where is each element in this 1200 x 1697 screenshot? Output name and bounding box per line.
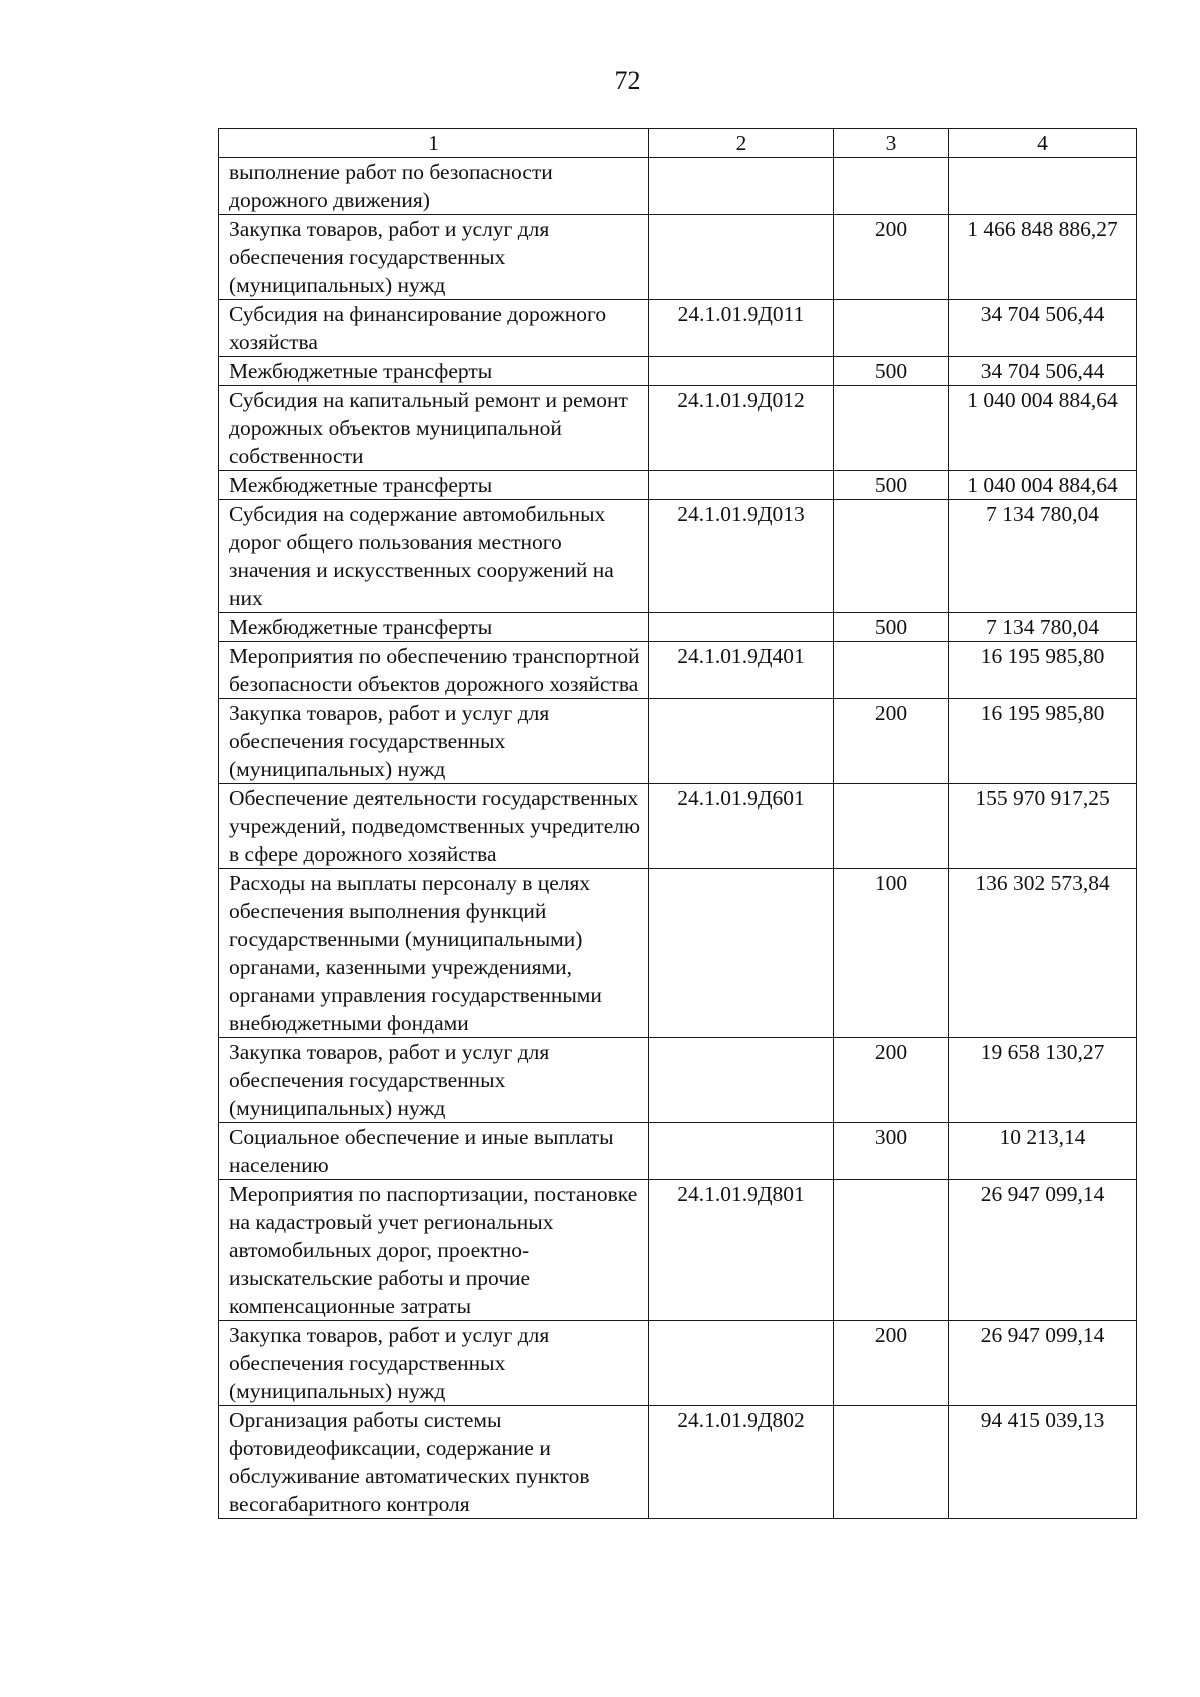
table-body: [219, 158, 1137, 1519]
target-code: [649, 1038, 834, 1123]
target-code: [649, 699, 834, 784]
expense-type: [834, 1180, 949, 1321]
target-code: 24.1.01.9Д013: [649, 500, 834, 613]
table-row: [219, 357, 1137, 386]
item-name: Расходы на выплаты персоналу в целях обеспечения выполнения функций государственными (муниципальными) органами, казенными учреждениями, органами управления государственными внебюджетными фондами: [219, 869, 649, 1038]
expense-type: [834, 1406, 949, 1519]
amount: 26 947 099,14: [949, 1321, 1137, 1406]
expense-type: 200: [834, 215, 949, 300]
item-name: Межбюджетные трансферты: [219, 357, 649, 386]
item-name: выполнение работ по безопасности дорожного движения): [219, 158, 649, 215]
item-name: Социальное обеспечение и иные выплаты населению: [219, 1123, 649, 1180]
amount: 136 302 573,84: [949, 869, 1137, 1038]
table-row: [219, 500, 1137, 613]
table-row: [219, 784, 1137, 869]
expense-type: 200: [834, 699, 949, 784]
table-row: [219, 869, 1137, 1038]
table-row: [219, 471, 1137, 500]
header-col-4: 4: [949, 129, 1137, 158]
target-code: [649, 613, 834, 642]
expense-type: 200: [834, 1321, 949, 1406]
amount: 7 134 780,04: [949, 500, 1137, 613]
table-row: [219, 613, 1137, 642]
item-name: Закупка товаров, работ и услуг для обеспечения государственных (муниципальных) нужд: [219, 699, 649, 784]
item-name: Межбюджетные трансферты: [219, 471, 649, 500]
expense-type: [834, 300, 949, 357]
item-name: Обеспечение деятельности государственных учреждений, подведомственных учредителю в сфере дорожного хозяйства: [219, 784, 649, 869]
expense-type: 500: [834, 613, 949, 642]
table-row: [219, 1180, 1137, 1321]
table-row: [219, 699, 1137, 784]
amount: 1 466 848 886,27: [949, 215, 1137, 300]
target-code: [649, 869, 834, 1038]
item-name: Мероприятия по обеспечению транспортной безопасности объектов дорожного хозяйства: [219, 642, 649, 699]
table-row: [219, 1123, 1137, 1180]
target-code: [649, 1321, 834, 1406]
table-row: [219, 642, 1137, 699]
amount: 34 704 506,44: [949, 357, 1137, 386]
budget-table: [218, 128, 1137, 1519]
amount: 10 213,14: [949, 1123, 1137, 1180]
target-code: [649, 357, 834, 386]
amount: 26 947 099,14: [949, 1180, 1137, 1321]
expense-type: [834, 642, 949, 699]
table-row: [219, 300, 1137, 357]
target-code: 24.1.01.9Д801: [649, 1180, 834, 1321]
target-code: [649, 158, 834, 215]
target-code: [649, 471, 834, 500]
amount: 7 134 780,04: [949, 613, 1137, 642]
amount: 16 195 985,80: [949, 699, 1137, 784]
header-col-2: 2: [649, 129, 834, 158]
item-name: Закупка товаров, работ и услуг для обеспечения государственных (муниципальных) нужд: [219, 215, 649, 300]
header-col-1: 1: [219, 129, 649, 158]
table-row: [219, 1406, 1137, 1519]
expense-type: [834, 158, 949, 215]
expense-type: [834, 386, 949, 471]
amount: 16 195 985,80: [949, 642, 1137, 699]
expense-type: 500: [834, 471, 949, 500]
table-row: [219, 386, 1137, 471]
target-code: 24.1.01.9Д401: [649, 642, 834, 699]
amount: 155 970 917,25: [949, 784, 1137, 869]
expense-type: 100: [834, 869, 949, 1038]
item-name: Субсидия на содержание автомобильных дорог общего пользования местного значения и искусственных сооружений на них: [219, 500, 649, 613]
expense-type: [834, 784, 949, 869]
amount: 94 415 039,13: [949, 1406, 1137, 1519]
target-code: [649, 215, 834, 300]
amount: 19 658 130,27: [949, 1038, 1137, 1123]
table-row: [219, 1321, 1137, 1406]
target-code: 24.1.01.9Д601: [649, 784, 834, 869]
item-name: Межбюджетные трансферты: [219, 613, 649, 642]
amount: 34 704 506,44: [949, 300, 1137, 357]
item-name: Мероприятия по паспортизации, постановке на кадастровый учет региональных автомобильных дорог, проектно-изыскательские работы и прочие компенсационные затраты: [219, 1180, 649, 1321]
amount: 1 040 004 884,64: [949, 386, 1137, 471]
expense-type: 300: [834, 1123, 949, 1180]
table-row: [219, 158, 1137, 215]
target-code: [649, 1123, 834, 1180]
target-code: 24.1.01.9Д011: [649, 300, 834, 357]
header-col-3: 3: [834, 129, 949, 158]
item-name: Организация работы системы фотовидеофиксации, содержание и обслуживание автоматических пунктов весогабаритного контроля: [219, 1406, 649, 1519]
expense-type: 500: [834, 357, 949, 386]
target-code: 24.1.01.9Д012: [649, 386, 834, 471]
item-name: Субсидия на финансирование дорожного хозяйства: [219, 300, 649, 357]
expense-type: 200: [834, 1038, 949, 1123]
expense-type: [834, 500, 949, 613]
amount: [949, 158, 1137, 215]
page-number: 72: [614, 66, 641, 95]
item-name: Закупка товаров, работ и услуг для обеспечения государственных (муниципальных) нужд: [219, 1038, 649, 1123]
table-row: [219, 1038, 1137, 1123]
table-row: [219, 215, 1137, 300]
target-code: 24.1.01.9Д802: [649, 1406, 834, 1519]
item-name: Субсидия на капитальный ремонт и ремонт дорожных объектов муниципальной собственности: [219, 386, 649, 471]
header-row: [219, 129, 1137, 158]
amount: 1 040 004 884,64: [949, 471, 1137, 500]
table-header: [219, 129, 1137, 158]
item-name: Закупка товаров, работ и услуг для обеспечения государственных (муниципальных) нужд: [219, 1321, 649, 1406]
